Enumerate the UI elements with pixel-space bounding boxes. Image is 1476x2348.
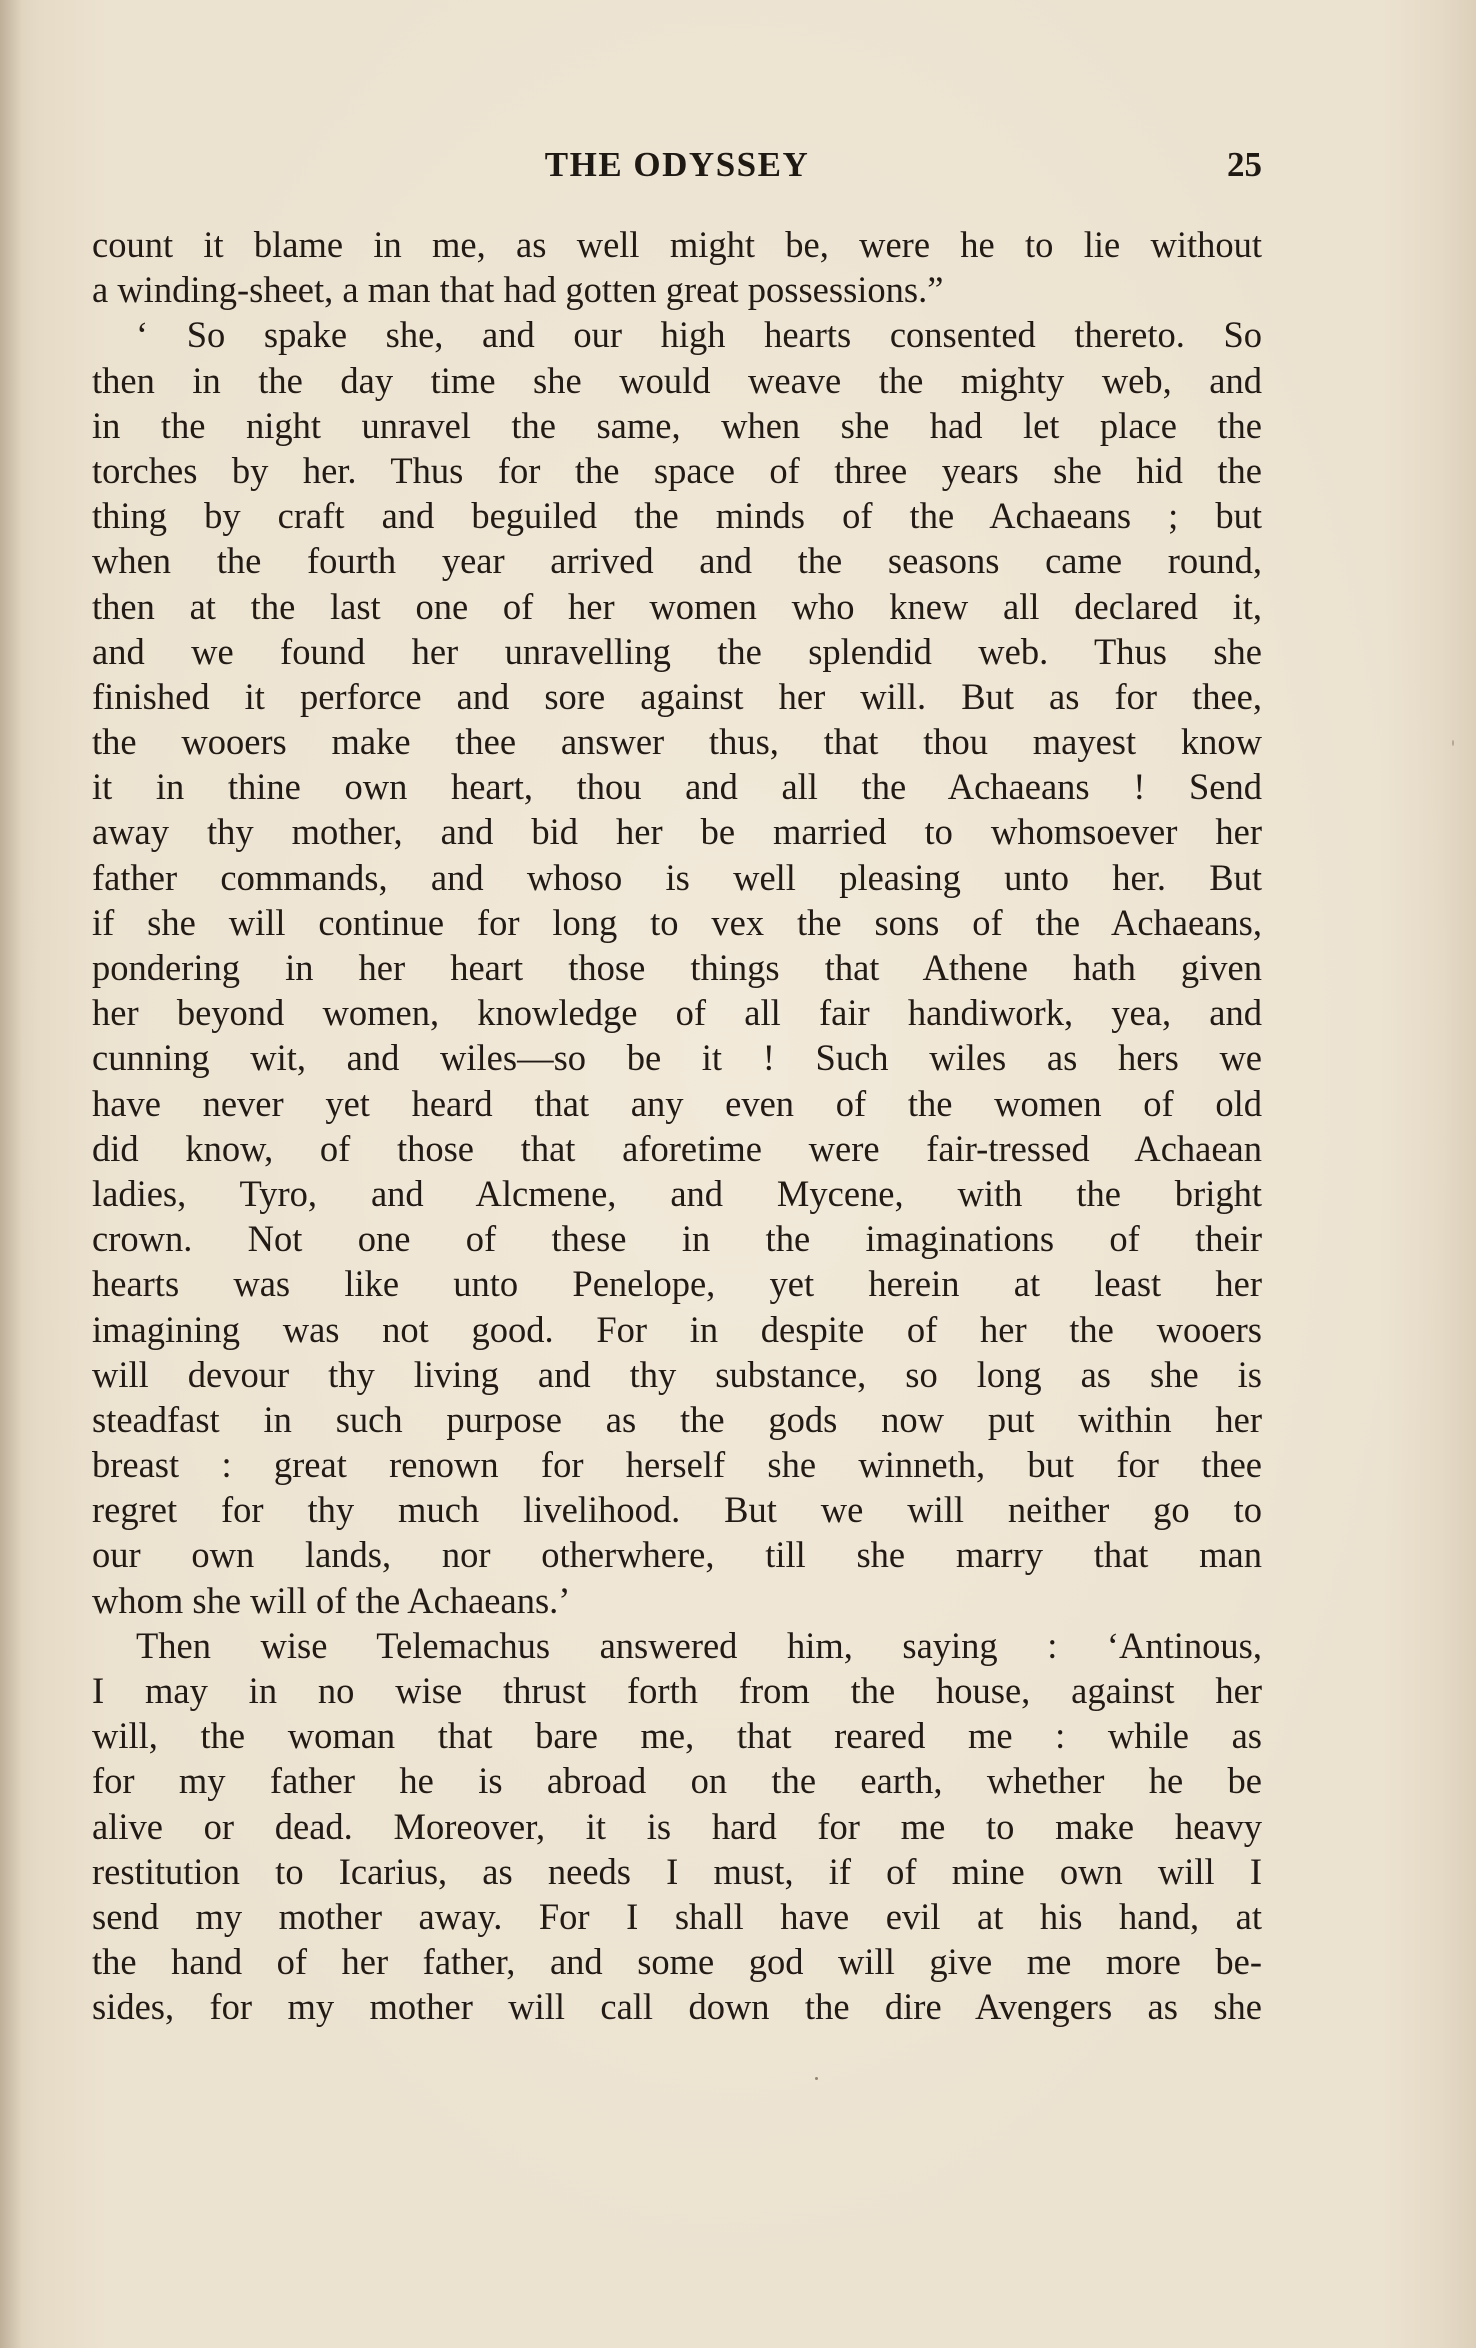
text-line: for my father he is abroad on the earth, whether he be <box>92 1760 1262 1802</box>
text-line: ‘ So spake she, and our high hearts consented thereto. So <box>136 314 1262 356</box>
text-line: torches by her. Thus for the space of three years she hid the <box>92 449 1262 491</box>
page-number: 25 <box>1227 145 1262 184</box>
text-line: pondering in her heart those things that Athene hath given <box>92 947 1262 988</box>
paper-speck <box>815 2077 818 2080</box>
page-gutter-shadow <box>0 0 22 2348</box>
text-line: steadfast in such purpose as the gods now put within her <box>92 1398 1262 1440</box>
running-title: THE ODYSSEY <box>544 145 810 184</box>
text-line: then in the day time she would weave the mighty web, and <box>92 359 1262 401</box>
text-line: will devour thy living and thy substance, so long as she is <box>92 1353 1262 1395</box>
text-line: imagining was not good. For in despite of her the wooers <box>92 1308 1262 1350</box>
text-line: Then wise Telemachus answered him, saying : ‘Antinous, <box>136 1624 1262 1666</box>
text-line: the wooers make thee answer thus, that thou mayest know <box>92 721 1262 763</box>
text-line: ladies, Tyro, and Alcmene, and Mycene, with the bright <box>92 1172 1262 1214</box>
text-line: alive or dead. Moreover, it is hard for me to make heavy <box>92 1805 1262 1847</box>
text-line: the hand of her father, and some god will give me more be- <box>92 1941 1262 1983</box>
text-line: finished it perforce and sore against her will. But as for thee, <box>92 675 1262 717</box>
text-line: have never yet heard that any even of the women of old <box>92 1082 1262 1124</box>
text-line: our own lands, nor otherwhere, till she marry that man <box>92 1534 1262 1576</box>
text-line: when the fourth year arrived and the seasons came round, <box>92 540 1262 582</box>
text-line: father commands, and whoso is well pleasing unto her. But <box>92 856 1262 898</box>
text-line: I may in no wise thrust forth from the house, against her <box>92 1670 1262 1711</box>
text-line: cunning wit, and wiles—so be it ! Such wiles as hers we <box>92 1037 1262 1079</box>
page-header <box>92 145 1262 195</box>
body-text <box>92 222 1262 2030</box>
text-line: in the night unravel the same, when she had let place the <box>92 404 1262 446</box>
text-line: a winding-sheet, a man that had gotten great possessions.” <box>92 269 944 311</box>
text-line: sides, for my mother will call down the dire Avengers as she <box>92 1986 1262 2028</box>
text-line: then at the last one of her women who knew all declared it, <box>92 585 1262 627</box>
text-line: crown. Not one of these in the imaginations of their <box>92 1218 1262 1260</box>
text-line: whom she will of the Achaeans.’ <box>92 1579 571 1621</box>
text-line: it in thine own heart, thou and all the Achaeans ! Send <box>92 766 1262 808</box>
text-line: thing by craft and beguiled the minds of the Achaeans ; but <box>92 495 1262 537</box>
text-line: regret for thy much livelihood. But we will neither go to <box>92 1489 1262 1531</box>
text-line: restitution to Icarius, as needs I must, if of mine own will I <box>92 1850 1262 1892</box>
text-line: if she will continue for long to vex the sons of the Achaeans, <box>92 901 1262 943</box>
text-line: breast : great renown for herself she winneth, but for thee <box>92 1444 1262 1486</box>
text-line: will, the woman that bare me, that reared me : while as <box>92 1715 1262 1757</box>
paper-speck <box>1452 740 1454 746</box>
text-line: hearts was like unto Penelope, yet herein at least her <box>92 1263 1262 1305</box>
text-line: did know, of those that aforetime were fair-tressed Achaean <box>92 1127 1262 1169</box>
text-line: and we found her unravelling the splendid web. Thus she <box>92 630 1262 672</box>
text-line: her beyond women, knowledge of all fair handiwork, yea, and <box>92 992 1262 1034</box>
text-line: count it blame in me, as well might be, were he to lie without <box>92 224 1262 265</box>
text-line: send my mother away. For I shall have evil at his hand, at <box>92 1895 1262 1937</box>
text-line: away thy mother, and bid her be married to whomsoever her <box>92 811 1262 853</box>
